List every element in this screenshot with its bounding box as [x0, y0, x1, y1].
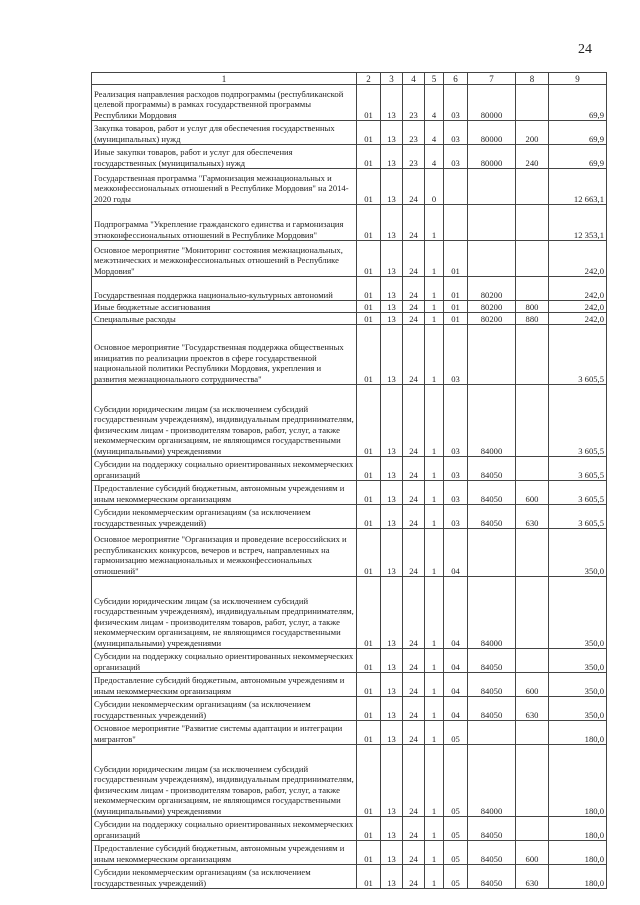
row-code-event: 03: [444, 325, 468, 385]
row-code-program: 24: [403, 697, 425, 721]
row-code-expense-type: [516, 577, 549, 649]
row-amount: 12 663,1: [549, 169, 607, 205]
table-row: [92, 721, 607, 745]
row-code-program: 24: [403, 169, 425, 205]
row-code-section: 01: [357, 841, 381, 865]
row-code-subsection: 13: [381, 121, 403, 145]
row-code-expense-type: 880: [516, 313, 549, 325]
row-code-section: 01: [357, 301, 381, 313]
row-code-expense-type: [516, 817, 549, 841]
row-code-subprogram: 1: [425, 673, 444, 697]
row-code-subprogram: 1: [425, 529, 444, 577]
row-code-expense-type: [516, 385, 549, 457]
row-name: Субсидии юридическим лицам (за исключением субсидий государственным учреждениям), индивидуальным предпринимателям, физическим лицам - производителям товаров, работ, услуг, а также некоммерческим организациям, не являющимся государственными (муниципальными) учреждениями: [92, 745, 357, 817]
row-code-direction: [468, 529, 516, 577]
row-code-subsection: 13: [381, 241, 403, 277]
row-code-subprogram: 1: [425, 817, 444, 841]
row-code-section: 01: [357, 529, 381, 577]
row-code-program: 24: [403, 457, 425, 481]
row-name: Субсидии юридическим лицам (за исключением субсидий государственным учреждениям), индивидуальным предпринимателям, физическим лицам - производителям товаров, работ, услуг, а также некоммерческим организациям, не являющимся государственными (муниципальными) учреждениями: [92, 385, 357, 457]
row-code-section: 01: [357, 649, 381, 673]
table-row: [92, 649, 607, 673]
row-code-subsection: 13: [381, 697, 403, 721]
budget-table: [91, 72, 607, 889]
row-code-direction: 84050: [468, 649, 516, 673]
row-code-subsection: 13: [381, 313, 403, 325]
row-code-section: 01: [357, 85, 381, 121]
row-code-section: 01: [357, 697, 381, 721]
table-row: [92, 385, 607, 457]
row-code-subprogram: 1: [425, 577, 444, 649]
row-code-event: 03: [444, 121, 468, 145]
row-amount: 69,9: [549, 85, 607, 121]
row-code-event: 05: [444, 745, 468, 817]
row-code-direction: 84050: [468, 817, 516, 841]
row-name: Закупка товаров, работ и услуг для обеспечения государственных (муниципальных) нужд: [92, 121, 357, 145]
row-code-program: 24: [403, 301, 425, 313]
row-amount: 3 605,5: [549, 481, 607, 505]
row-code-subsection: 13: [381, 505, 403, 529]
row-amount: 180,0: [549, 721, 607, 745]
table-row: [92, 325, 607, 385]
row-amount: 69,9: [549, 145, 607, 169]
row-amount: 242,0: [549, 277, 607, 301]
row-code-subsection: 13: [381, 673, 403, 697]
row-code-direction: 80200: [468, 313, 516, 325]
row-code-direction: [468, 169, 516, 205]
row-code-subprogram: 1: [425, 241, 444, 277]
table-row: [92, 457, 607, 481]
row-code-subsection: 13: [381, 529, 403, 577]
table-row: [92, 301, 607, 313]
table-row: [92, 745, 607, 817]
column-header: 6: [444, 73, 468, 85]
row-code-direction: 84000: [468, 385, 516, 457]
row-code-section: 01: [357, 577, 381, 649]
row-code-section: 01: [357, 745, 381, 817]
row-code-expense-type: [516, 85, 549, 121]
row-code-subprogram: 4: [425, 85, 444, 121]
row-code-direction: [468, 721, 516, 745]
row-code-subprogram: 4: [425, 145, 444, 169]
row-code-event: 01: [444, 313, 468, 325]
row-name: Субсидии на поддержку социально ориентированных некоммерческих организаций: [92, 817, 357, 841]
row-code-event: 03: [444, 457, 468, 481]
row-code-direction: 80000: [468, 145, 516, 169]
row-code-direction: 80000: [468, 85, 516, 121]
row-code-program: 23: [403, 121, 425, 145]
row-code-program: 24: [403, 481, 425, 505]
row-code-program: 24: [403, 241, 425, 277]
row-amount: 350,0: [549, 577, 607, 649]
row-code-direction: 84050: [468, 697, 516, 721]
row-code-subprogram: 1: [425, 313, 444, 325]
table-row: [92, 673, 607, 697]
row-code-event: 03: [444, 505, 468, 529]
row-code-subsection: 13: [381, 301, 403, 313]
row-code-subsection: 13: [381, 481, 403, 505]
row-code-subprogram: 1: [425, 697, 444, 721]
row-code-program: 24: [403, 649, 425, 673]
row-amount: 350,0: [549, 697, 607, 721]
row-code-program: 24: [403, 385, 425, 457]
column-header: 4: [403, 73, 425, 85]
row-code-direction: 84050: [468, 673, 516, 697]
row-code-program: 24: [403, 529, 425, 577]
row-code-subprogram: 1: [425, 205, 444, 241]
row-code-subprogram: 1: [425, 745, 444, 817]
row-code-subsection: 13: [381, 841, 403, 865]
table-row: [92, 169, 607, 205]
row-code-expense-type: 630: [516, 505, 549, 529]
column-header: 9: [549, 73, 607, 85]
row-name: Субсидии некоммерческим организациям (за исключением государственных учреждений): [92, 505, 357, 529]
column-header: 2: [357, 73, 381, 85]
row-amount: 3 605,5: [549, 457, 607, 481]
row-code-subprogram: 1: [425, 841, 444, 865]
row-code-section: 01: [357, 145, 381, 169]
row-amount: 3 605,5: [549, 505, 607, 529]
row-code-direction: 84050: [468, 481, 516, 505]
row-code-program: 24: [403, 745, 425, 817]
row-code-section: 01: [357, 481, 381, 505]
row-code-program: 24: [403, 865, 425, 889]
row-code-event: 04: [444, 529, 468, 577]
row-code-expense-type: [516, 169, 549, 205]
row-name: Субсидии некоммерческим организациям (за исключением государственных учреждений): [92, 865, 357, 889]
row-code-section: 01: [357, 385, 381, 457]
row-code-event: 03: [444, 385, 468, 457]
row-code-event: 04: [444, 649, 468, 673]
row-code-expense-type: [516, 529, 549, 577]
row-code-expense-type: 240: [516, 145, 549, 169]
table-row: [92, 121, 607, 145]
row-code-event: 01: [444, 277, 468, 301]
row-code-event: 05: [444, 865, 468, 889]
row-amount: 180,0: [549, 865, 607, 889]
row-code-direction: 84050: [468, 865, 516, 889]
table-row: [92, 529, 607, 577]
column-header: 5: [425, 73, 444, 85]
row-code-subprogram: 4: [425, 121, 444, 145]
row-code-subprogram: 1: [425, 481, 444, 505]
row-name: Субсидии юридическим лицам (за исключением субсидий государственным учреждениям), индивидуальным предпринимателям, физическим лицам - производителям товаров, работ, услуг, а также некоммерческим организациям, не являющимся государственными (муниципальными) учреждениями: [92, 577, 357, 649]
row-code-subsection: 13: [381, 85, 403, 121]
row-amount: 180,0: [549, 841, 607, 865]
table-row: [92, 145, 607, 169]
row-amount: 180,0: [549, 817, 607, 841]
row-code-subsection: 13: [381, 817, 403, 841]
row-code-program: 24: [403, 817, 425, 841]
row-code-subprogram: 0: [425, 169, 444, 205]
row-code-event: 03: [444, 85, 468, 121]
row-name: Специальные расходы: [92, 313, 357, 325]
row-code-subsection: 13: [381, 277, 403, 301]
row-code-expense-type: 600: [516, 673, 549, 697]
row-code-expense-type: [516, 721, 549, 745]
row-name: Реализация направления расходов подпрограммы (республиканской целевой программы) в рамках государственной программы Республики Мордовия: [92, 85, 357, 121]
row-code-subprogram: 1: [425, 385, 444, 457]
row-code-subprogram: 1: [425, 721, 444, 745]
row-code-expense-type: [516, 457, 549, 481]
row-code-section: 01: [357, 241, 381, 277]
table-header-row: [92, 73, 607, 85]
row-code-direction: [468, 241, 516, 277]
row-code-event: 04: [444, 697, 468, 721]
row-name: Предоставление субсидий бюджетным, автономным учреждениям и иным некоммерческим организациям: [92, 841, 357, 865]
row-amount: 242,0: [549, 301, 607, 313]
row-code-program: 23: [403, 145, 425, 169]
row-code-subsection: 13: [381, 205, 403, 241]
row-name: Основное мероприятие "Мониторинг состояния межнациональных, межэтнических и межконфессиональных отношений в Республике Мордовия": [92, 241, 357, 277]
row-code-event: 04: [444, 577, 468, 649]
row-code-subsection: 13: [381, 745, 403, 817]
row-code-section: 01: [357, 505, 381, 529]
table-row: [92, 577, 607, 649]
row-name: Государственная программа "Гармонизация межнациональных и межконфессиональных отношений в Республике Мордовия" на 2014-2020 годы: [92, 169, 357, 205]
row-code-program: 24: [403, 841, 425, 865]
row-code-program: 24: [403, 325, 425, 385]
row-code-subprogram: 1: [425, 301, 444, 313]
row-code-program: 23: [403, 85, 425, 121]
row-code-expense-type: [516, 649, 549, 673]
row-code-direction: [468, 325, 516, 385]
row-name: Государственная поддержка национально-культурных автономий: [92, 277, 357, 301]
row-code-expense-type: 630: [516, 865, 549, 889]
row-code-section: 01: [357, 457, 381, 481]
row-code-section: 01: [357, 313, 381, 325]
row-code-direction: 84050: [468, 457, 516, 481]
row-code-program: 24: [403, 205, 425, 241]
row-name: Субсидии некоммерческим организациям (за исключением государственных учреждений): [92, 697, 357, 721]
row-code-event: [444, 169, 468, 205]
table-row: [92, 85, 607, 121]
row-code-direction: 80200: [468, 277, 516, 301]
row-code-event: 05: [444, 841, 468, 865]
row-code-event: 04: [444, 673, 468, 697]
row-code-expense-type: 600: [516, 841, 549, 865]
row-code-subsection: 13: [381, 457, 403, 481]
row-code-program: 24: [403, 721, 425, 745]
row-name: Предоставление субсидий бюджетным, автономным учреждениям и иным некоммерческим организациям: [92, 481, 357, 505]
row-code-section: 01: [357, 817, 381, 841]
row-name: Субсидии на поддержку социально ориентированных некоммерческих организаций: [92, 457, 357, 481]
row-amount: 3 605,5: [549, 385, 607, 457]
row-code-event: 03: [444, 145, 468, 169]
row-code-subsection: 13: [381, 385, 403, 457]
row-amount: 350,0: [549, 649, 607, 673]
row-code-event: 01: [444, 301, 468, 313]
table-row: [92, 505, 607, 529]
row-name: Основное мероприятие "Организация и проведение всероссийских и республиканских конкурсов, вечеров и встреч, направленных на гармонизацию межнациональных и межконфессиональных отношений": [92, 529, 357, 577]
row-amount: 69,9: [549, 121, 607, 145]
row-code-section: 01: [357, 169, 381, 205]
row-code-subsection: 13: [381, 649, 403, 673]
row-code-expense-type: 800: [516, 301, 549, 313]
row-name: Основное мероприятие "Государственная поддержка общественных инициатив по реализации проектов в сфере государственной национальной политики Республики Мордовия, укрепления и развития межнационального сотрудничества": [92, 325, 357, 385]
row-code-program: 24: [403, 673, 425, 697]
row-code-event: 01: [444, 241, 468, 277]
row-code-subprogram: 1: [425, 649, 444, 673]
row-code-expense-type: 200: [516, 121, 549, 145]
row-amount: 12 353,1: [549, 205, 607, 241]
column-header: 7: [468, 73, 516, 85]
row-code-section: 01: [357, 325, 381, 385]
row-code-program: 24: [403, 313, 425, 325]
row-code-event: 05: [444, 817, 468, 841]
row-code-program: 24: [403, 577, 425, 649]
row-code-expense-type: [516, 745, 549, 817]
row-amount: 350,0: [549, 673, 607, 697]
row-code-section: 01: [357, 865, 381, 889]
table-row: [92, 277, 607, 301]
row-name: Основное мероприятие "Развитие системы адаптации и интеграции мигрантов": [92, 721, 357, 745]
row-code-subsection: 13: [381, 865, 403, 889]
row-name: Субсидии на поддержку социально ориентированных некоммерческих организаций: [92, 649, 357, 673]
column-header: 8: [516, 73, 549, 85]
row-code-direction: 84050: [468, 841, 516, 865]
row-code-subsection: 13: [381, 577, 403, 649]
table-row: [92, 481, 607, 505]
row-amount: 3 605,5: [549, 325, 607, 385]
row-name: Подпрограмма "Укрепление гражданского единства и гармонизация этноконфессиональных отношений в Республике Мордовия": [92, 205, 357, 241]
row-code-direction: 80200: [468, 301, 516, 313]
row-code-direction: 84050: [468, 505, 516, 529]
row-code-direction: [468, 205, 516, 241]
row-code-subsection: 13: [381, 721, 403, 745]
row-code-subprogram: 1: [425, 277, 444, 301]
row-code-subprogram: 1: [425, 325, 444, 385]
table-row: [92, 205, 607, 241]
row-code-subprogram: 1: [425, 865, 444, 889]
row-code-subsection: 13: [381, 169, 403, 205]
row-code-event: 03: [444, 481, 468, 505]
row-code-subprogram: 1: [425, 457, 444, 481]
row-code-direction: 84000: [468, 577, 516, 649]
row-code-section: 01: [357, 121, 381, 145]
table-row: [92, 817, 607, 841]
row-code-subsection: 13: [381, 325, 403, 385]
row-amount: 242,0: [549, 241, 607, 277]
table-row: [92, 697, 607, 721]
row-code-expense-type: 600: [516, 481, 549, 505]
row-code-expense-type: [516, 325, 549, 385]
row-code-expense-type: [516, 241, 549, 277]
row-code-event: [444, 205, 468, 241]
row-code-direction: 84000: [468, 745, 516, 817]
row-code-program: 24: [403, 277, 425, 301]
row-amount: 242,0: [549, 313, 607, 325]
row-code-section: 01: [357, 721, 381, 745]
row-name: Иные закупки товаров, работ и услуг для обеспечения государственных (муниципальных) нужд: [92, 145, 357, 169]
table-row: [92, 865, 607, 889]
row-name: Иные бюджетные ассигнования: [92, 301, 357, 313]
row-amount: 180,0: [549, 745, 607, 817]
row-code-section: 01: [357, 277, 381, 301]
row-code-expense-type: 630: [516, 697, 549, 721]
row-code-direction: 80000: [468, 121, 516, 145]
row-code-section: 01: [357, 205, 381, 241]
row-amount: 350,0: [549, 529, 607, 577]
column-header: 1: [92, 73, 357, 85]
table-row: [92, 841, 607, 865]
column-header: 3: [381, 73, 403, 85]
row-code-expense-type: [516, 205, 549, 241]
table-row: [92, 241, 607, 277]
page-number: 24: [578, 42, 592, 57]
row-code-program: 24: [403, 505, 425, 529]
row-code-subprogram: 1: [425, 505, 444, 529]
row-code-section: 01: [357, 673, 381, 697]
row-code-subsection: 13: [381, 145, 403, 169]
row-code-event: 05: [444, 721, 468, 745]
row-name: Предоставление субсидий бюджетным, автономным учреждениям и иным некоммерческим организациям: [92, 673, 357, 697]
row-code-expense-type: [516, 277, 549, 301]
table-row: [92, 313, 607, 325]
